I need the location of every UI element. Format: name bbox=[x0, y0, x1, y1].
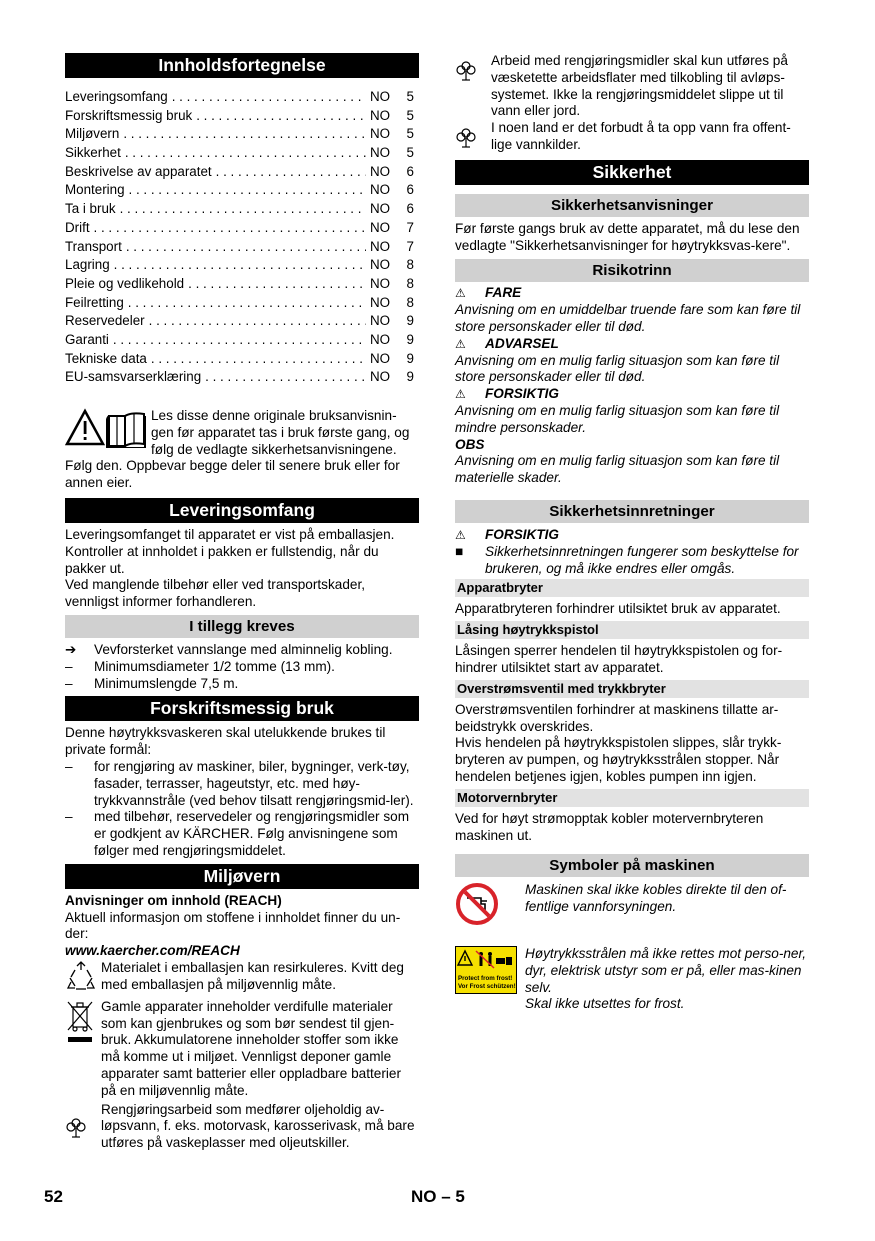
toc-entry-page: 7 bbox=[406, 238, 414, 254]
toc-entry-lang: NO bbox=[370, 107, 391, 123]
toc-entry[interactable] bbox=[65, 88, 419, 107]
motor-text: Ved for høyt strømopptak kobler motervernbryteren maskinen ut. bbox=[455, 810, 764, 843]
toc-leader bbox=[126, 238, 366, 257]
label-line: Protect from frost! bbox=[458, 975, 513, 983]
bruk-intro: Denne høytrykksvaskeren skal utelukkende brukes til private formål: bbox=[65, 725, 386, 758]
motor-heading: Motorvernbryter bbox=[455, 789, 809, 807]
toc-entry-page: 6 bbox=[406, 201, 414, 217]
environment-icon bbox=[455, 120, 491, 154]
toc-entry[interactable] bbox=[65, 238, 419, 257]
overstrom-text-2: Hvis hendelen på høytrykkspistolen slippes, slår trykk-bryteren av pumpen, og høytrykksstrålen stopper. Når hendelen betjenes igjen, kobles pumpen inn igjen. bbox=[455, 735, 782, 784]
crossed-bin-icon bbox=[65, 999, 101, 1100]
toc-entry[interactable] bbox=[65, 275, 419, 294]
toc-entry-lang: NO bbox=[370, 89, 391, 104]
toc-entry-lang: NO bbox=[370, 126, 391, 142]
detergent-text: Arbeid med rengjøringsmidler skal kun utføres på væsketette arbeidsflater med tilkobling til avløps-systemet. Ikke la rengjøringsmiddelet slippe ut til vann eller jord. bbox=[491, 53, 788, 119]
toc-entry-lang: NO bbox=[370, 369, 391, 385]
notice-text: Følg den. Oppbevar begge deler til senere bruk eller for annen eier. bbox=[65, 458, 400, 491]
list-item bbox=[65, 642, 419, 659]
toc-entry[interactable] bbox=[65, 181, 419, 200]
risk-level-label: ADVARSEL bbox=[485, 335, 559, 351]
toc-entry[interactable] bbox=[65, 350, 419, 369]
toc-leader bbox=[172, 88, 366, 107]
read-notice bbox=[65, 408, 419, 458]
leveringsomfang-heading: Leveringsomfang bbox=[65, 498, 419, 523]
toc-entry-lang: NO bbox=[370, 313, 391, 329]
apparatbryter-heading: Apparatbryter bbox=[455, 579, 809, 597]
notice-line: gen før apparatet tas i bruk første gang, og bbox=[151, 424, 410, 440]
list-item-text: for rengjøring av maskiner, biler, bygninger, verk-tøy, fasader, terrasser, hageutstyr, etc. med høy-trykkvannstråle (ved behov tilsatt rengjøringsmid-ler). bbox=[94, 758, 414, 808]
toc-leader bbox=[114, 256, 366, 275]
toc-entry[interactable] bbox=[65, 107, 419, 126]
toc-entry-lang: NO bbox=[370, 201, 391, 217]
innretninger-heading: Sikkerhetsinnretninger bbox=[455, 500, 809, 523]
toc-title: Innholdsfortegnelse bbox=[65, 53, 419, 78]
environment-icon bbox=[65, 1102, 101, 1152]
innretninger-item bbox=[455, 544, 809, 578]
toc-leader bbox=[188, 275, 366, 294]
toc-entry-lang: NO bbox=[370, 238, 391, 254]
toc-entry-title: Feilretting bbox=[65, 294, 124, 310]
square-bullet-icon: ■ bbox=[455, 543, 464, 559]
reach-heading: Anvisninger om innhold (REACH) bbox=[65, 892, 282, 908]
toc-leader bbox=[129, 181, 366, 200]
toc-entry-title: Pleie og vedlikehold bbox=[65, 275, 185, 291]
toc-entry-page: 7 bbox=[406, 219, 414, 235]
bruk-heading: Forskriftsmessig bruk bbox=[65, 696, 419, 721]
warning-icon: ⚠ bbox=[455, 387, 466, 402]
warning-icon: ⚠ bbox=[455, 527, 466, 542]
risk-level-text: Anvisning om en umiddelbar truende fare som kan føre til store personskader eller til død. bbox=[455, 302, 801, 334]
laasing-heading: Låsing høytrykkspistol bbox=[455, 621, 809, 639]
toc-leader bbox=[125, 144, 366, 163]
laasing-text: Låsingen sperrer hendelen til høytrykkspistolen og for-hindrer utilsiktet start av apparatet. bbox=[455, 643, 783, 675]
warning-label-icon bbox=[455, 946, 525, 1013]
warning-icon: ⚠ bbox=[455, 336, 466, 351]
right-column bbox=[455, 53, 809, 1013]
toc-entry-title: Miljøvern bbox=[65, 126, 120, 142]
sikkerhet-heading: Sikkerhet bbox=[455, 160, 809, 185]
toc-entry-title: EU-samsvarserklæring bbox=[65, 369, 202, 385]
bullet-marker: – bbox=[65, 809, 73, 825]
notice-line: følg de vedlagte sikkerhetsanvisningene. bbox=[151, 441, 397, 457]
toc-entry-title: Reservedeler bbox=[65, 313, 145, 329]
toc-entry-lang: NO bbox=[370, 219, 391, 235]
toc-entry-title: Leveringsomfang bbox=[65, 89, 168, 104]
toc-entry-page: 5 bbox=[406, 89, 414, 104]
toc-entry-page: 5 bbox=[406, 145, 414, 161]
toc-entry-lang: NO bbox=[370, 331, 391, 347]
toc-entry-title: Montering bbox=[65, 182, 125, 198]
left-column bbox=[65, 53, 419, 1152]
innretninger-warning bbox=[455, 527, 809, 544]
toc-leader bbox=[196, 107, 366, 126]
toc-entry-title: Forskriftsmessig bruk bbox=[65, 107, 193, 123]
list-item-text: Vevforsterket vannslange med alminnelig kobling. bbox=[94, 641, 393, 657]
toc-entry-page: 9 bbox=[406, 313, 414, 329]
toc-leader bbox=[151, 350, 366, 369]
toc-entry-page: 5 bbox=[406, 107, 414, 123]
risk-level bbox=[455, 336, 809, 353]
risk-level-label: FARE bbox=[485, 285, 522, 301]
toc-entry-lang: NO bbox=[370, 182, 391, 198]
toc-entry-title: Drift bbox=[65, 219, 90, 235]
notice-line: Les disse denne originale bruksanvisnin- bbox=[151, 408, 397, 423]
toc-entry-title: Transport bbox=[65, 238, 122, 254]
label-line: Vor Frost schützen! bbox=[458, 982, 516, 990]
toc-leader bbox=[123, 125, 366, 144]
environment-icon bbox=[455, 53, 491, 120]
toc-entry[interactable] bbox=[65, 163, 419, 182]
toc-entry-lang: NO bbox=[370, 163, 391, 179]
bruk-list bbox=[65, 759, 419, 860]
toc-entry-page: 8 bbox=[406, 294, 414, 310]
risiko-heading: Risikotrinn bbox=[455, 259, 809, 282]
risk-level bbox=[455, 437, 809, 454]
weee-row bbox=[65, 999, 419, 1100]
manual-warning-icon bbox=[65, 408, 151, 450]
toc-entry-page: 6 bbox=[406, 163, 414, 179]
tillegg-list bbox=[65, 642, 419, 692]
apparatbryter-text: Apparatbryteren forhindrer utilsiktet bruk av apparatet. bbox=[455, 601, 781, 617]
detergent-row bbox=[455, 53, 809, 120]
symboler-heading: Symboler på maskinen bbox=[455, 854, 809, 877]
forbidden-row bbox=[455, 120, 809, 154]
symbol-text-2b: Skal ikke utsettes for frost. bbox=[525, 996, 685, 1012]
symbol-row-1 bbox=[455, 882, 809, 931]
toc-entry[interactable] bbox=[65, 200, 419, 219]
oil-row bbox=[65, 1102, 419, 1152]
toc-entry[interactable] bbox=[65, 294, 419, 313]
risk-level-text: Anvisning om en mulig farlig situasjon som kan føre til materielle skader. bbox=[455, 453, 780, 486]
toc-entry-page: 8 bbox=[406, 257, 414, 273]
recycle-icon bbox=[65, 960, 101, 997]
toc-leader bbox=[128, 294, 366, 313]
toc-leader bbox=[216, 163, 366, 182]
anvisninger-heading: Sikkerhetsanvisninger bbox=[455, 194, 809, 217]
toc-entry[interactable] bbox=[65, 312, 419, 331]
forbidden-text: I noen land er det forbudt å ta opp vann fra offent-lige vannkilder. bbox=[491, 120, 791, 152]
toc-entry-lang: NO bbox=[370, 257, 391, 273]
toc-entry-lang: NO bbox=[370, 275, 391, 291]
warning-icon: ⚠ bbox=[455, 286, 466, 301]
list-item bbox=[65, 659, 419, 676]
toc-entry-title: Lagring bbox=[65, 257, 110, 273]
overstrom-text: Overstrømsventilen forhindrer at maskinens tillatte ar-beidstrykk overskrides. bbox=[455, 701, 779, 734]
reach-text: Aktuell informasjon om stoffene i innholdet finner du un-der: bbox=[65, 909, 401, 942]
section-page: NO – 5 bbox=[411, 1187, 465, 1206]
toc-entry-page: 5 bbox=[406, 126, 414, 142]
toc-entry[interactable] bbox=[65, 256, 419, 275]
list-item-text: Minimumsdiameter 1/2 tomme (13 mm). bbox=[94, 658, 335, 674]
risk-levels bbox=[455, 285, 809, 487]
toc-entry[interactable] bbox=[65, 219, 419, 238]
leveringsomfang-text: Leveringsomfanget til apparatet er vist på emballasjen. Kontroller at innholdet i pakken er fullstendig, når du pakker ut. bbox=[65, 526, 395, 576]
list-item-text: med tilbehør, reservedeler og rengjøringsmidler som er godkjent av KÄRCHER. Følg anvisningene som følger med rengjøringsmiddelet. bbox=[94, 809, 410, 858]
symbol-text-2: Høytrykksstrålen må ikke rettes mot perso-ner, dyr, elektrisk utstyr som er på, eller mas-kinen selv. bbox=[525, 946, 807, 995]
list-item bbox=[65, 759, 419, 809]
toc-entry[interactable] bbox=[65, 368, 419, 387]
toc-entry-title: Ta i bruk bbox=[65, 201, 116, 217]
bullet-marker: – bbox=[65, 758, 73, 774]
list-item bbox=[65, 676, 419, 693]
toc-entry-page: 8 bbox=[406, 275, 414, 291]
no-tap-connection-icon bbox=[455, 882, 525, 931]
toc-leader bbox=[149, 312, 366, 331]
toc-entry[interactable] bbox=[65, 125, 419, 144]
toc-entry-title: Garanti bbox=[65, 331, 109, 347]
toc-leader bbox=[205, 368, 366, 387]
symbol-text-1: Maskinen skal ikke kobles direkte til den of-fentlige vannforsyningen. bbox=[525, 882, 787, 915]
toc-list bbox=[65, 88, 419, 387]
risk-level-text: Anvisning om en mulig farlig situasjon som kan føre til store personskader eller til død. bbox=[455, 352, 780, 385]
toc-entry[interactable] bbox=[65, 331, 419, 350]
risk-level bbox=[455, 386, 809, 403]
bullet-marker: – bbox=[65, 675, 73, 691]
risk-level bbox=[455, 285, 809, 302]
tillegg-heading: I tillegg kreves bbox=[65, 615, 419, 638]
bullet-marker: – bbox=[65, 658, 73, 674]
reach-link[interactable]: www.kaercher.com/REACH bbox=[65, 943, 240, 959]
overstrom-heading: Overstrømsventil med trykkbryter bbox=[455, 680, 809, 698]
risk-level-text: Anvisning om en mulig farlig situasjon som kan føre til mindre personskader. bbox=[455, 402, 780, 435]
warning-label: FORSIKTIG bbox=[485, 526, 560, 542]
toc-entry-lang: NO bbox=[370, 145, 391, 161]
recycle-row bbox=[65, 960, 419, 997]
toc-entry[interactable] bbox=[65, 144, 419, 163]
toc-entry-lang: NO bbox=[370, 350, 391, 366]
toc-leader bbox=[94, 219, 366, 238]
miljo-heading: Miljøvern bbox=[65, 864, 419, 889]
page-number: 52 bbox=[44, 1187, 63, 1206]
anvisninger-text: Før første gangs bruk av dette apparatet, må du lese den vedlagte "Sikkerhetsanvisninger for høytrykksvas-kere". bbox=[455, 220, 800, 253]
recycle-text: Materialet i emballasjen kan resirkuleres. Kvitt deg med emballasjen på miljøvennlig måte. bbox=[101, 959, 404, 992]
oil-text: Rengjøringsarbeid som medfører oljeholdig av-løpsvann, f. eks. motorvask, karosserivask, må bare utføres på vaskeplasser med oljeutskiller. bbox=[101, 1101, 415, 1151]
toc-entry-page: 9 bbox=[406, 369, 414, 385]
leveringsomfang-text-2: Ved manglende tilbehør eller ved transportskader, vennligst informer forhandleren. bbox=[65, 577, 365, 610]
toc-entry-page: 6 bbox=[406, 182, 414, 198]
list-item-text: Minimumslengde 7,5 m. bbox=[94, 675, 239, 691]
toc-leader bbox=[120, 200, 366, 219]
bullet-marker: ➔ bbox=[65, 641, 77, 657]
weee-text: Gamle apparater inneholder verdifulle materialer som kan gjenbrukes og som bør sendest til gjen-bruk. Akkumulatorene inneholder stoffer som ikke må komme ut i miljøet. Vennligst deponer gamle apparater samt batterier eller oppladbare batterier på en miljøvennlig måte. bbox=[101, 998, 401, 1098]
toc-entry-title: Tekniske data bbox=[65, 350, 147, 366]
toc-leader bbox=[113, 331, 366, 350]
symbol-row-2 bbox=[455, 946, 809, 1013]
toc-entry-page: 9 bbox=[406, 331, 414, 347]
toc-entry-page: 9 bbox=[406, 350, 414, 366]
risk-level-label: FORSIKTIG bbox=[485, 386, 560, 402]
toc-entry-title: Sikkerhet bbox=[65, 145, 121, 161]
innretninger-text: Sikkerhetsinnretningen fungerer som beskyttelse for brukeren, og må ikke endres eller omgås. bbox=[485, 543, 799, 576]
list-item bbox=[65, 809, 419, 859]
toc-entry-lang: NO bbox=[370, 294, 391, 310]
toc-entry-title: Beskrivelse av apparatet bbox=[65, 163, 212, 179]
risk-level-label: OBS bbox=[455, 436, 485, 452]
